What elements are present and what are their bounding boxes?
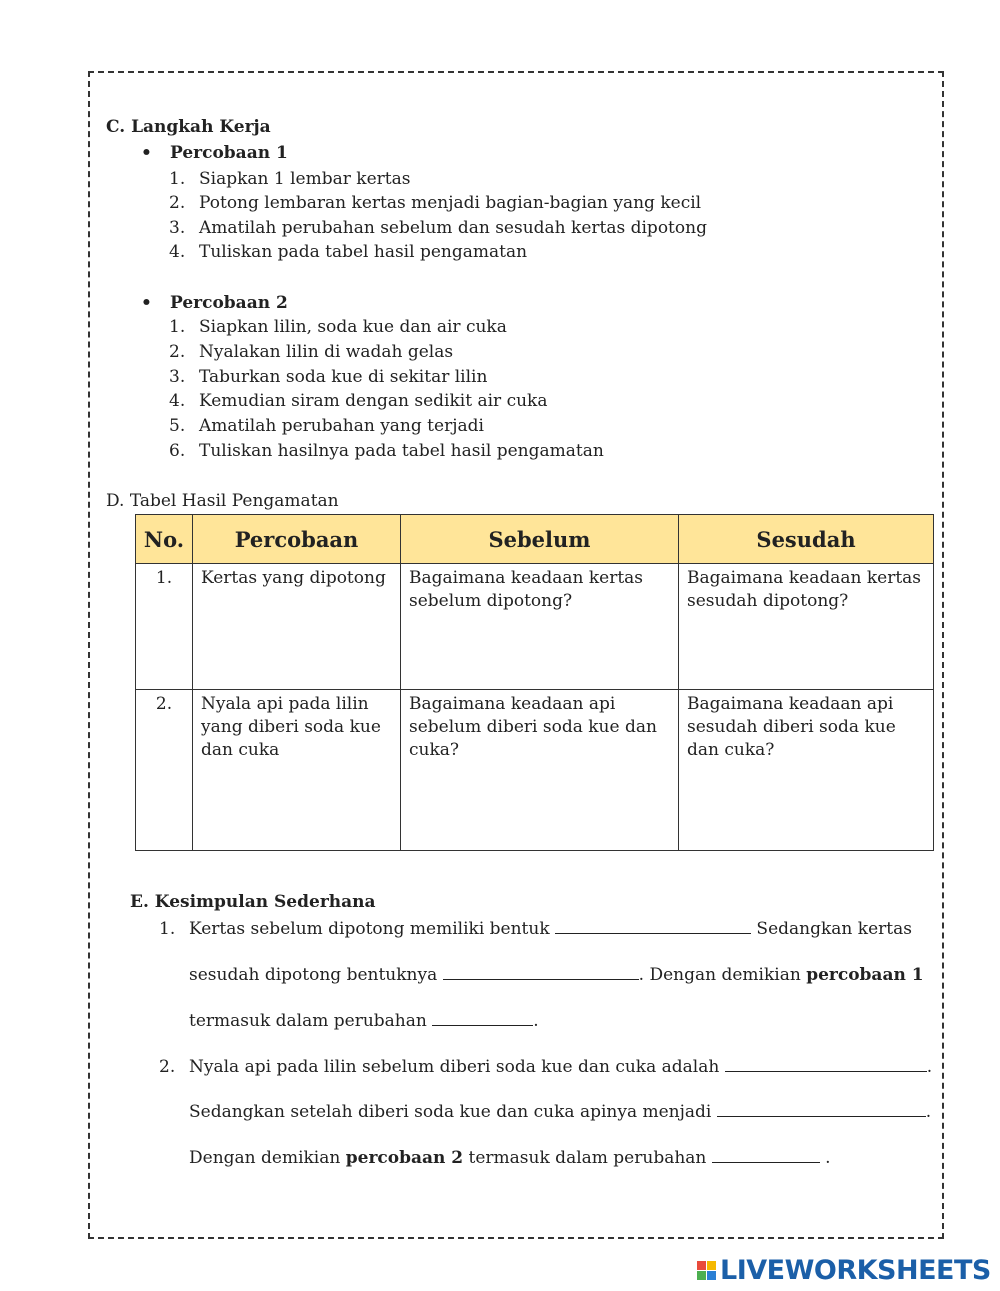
cell-no: 1.	[136, 564, 193, 690]
bullet-icon: •	[141, 293, 152, 313]
liveworksheets-mark-icon	[697, 1261, 716, 1280]
blank-input[interactable]	[725, 1055, 927, 1072]
cell-sesudah[interactable]: Bagaimana keadaan api sesudah diberi soda kue dan cuka?	[679, 690, 934, 851]
conclusion-2-line-3: Dengan demikian percobaan 2 termasuk dalam perubahan .	[189, 1148, 831, 1168]
section-e-title: E. Kesimpulan Sederhana	[130, 892, 376, 912]
cell-sesudah[interactable]: Bagaimana keadaan kertas sesudah dipotong?	[679, 564, 934, 690]
section-d-title: D. Tabel Hasil Pengamatan	[106, 491, 339, 511]
exp2-title: Percobaan 2	[170, 293, 288, 313]
exp2-step: 1. Siapkan lilin, soda kue dan air cuka	[169, 317, 507, 337]
exp1-step: 2. Potong lembaran kertas menjadi bagian-bagian yang kecil	[169, 193, 702, 213]
conclusion-1-line-1: 1. Kertas sebelum dipotong memiliki bentuk Sedangkan kertas	[159, 919, 912, 939]
header-sesudah: Sesudah	[679, 515, 934, 564]
cell-sebelum[interactable]: Bagaimana keadaan api sebelum diberi soda kue dan cuka?	[401, 690, 679, 851]
table-header-row	[136, 515, 934, 564]
blank-input[interactable]	[555, 917, 751, 934]
header-sebelum: Sebelum	[401, 515, 679, 564]
exp2-step: 3. Taburkan soda kue di sekitar lilin	[169, 367, 488, 387]
conclusion-1-line-3: termasuk dalam perubahan .	[189, 1011, 539, 1031]
exp1-title: Percobaan 1	[170, 143, 288, 163]
observation-table	[135, 514, 934, 851]
cell-percobaan: Nyala api pada lilin yang diberi soda kue dan cuka	[193, 690, 401, 851]
exp2-step: 5. Amatilah perubahan yang terjadi	[169, 416, 484, 436]
logo-text: LIVEWORKSHEETS	[720, 1254, 991, 1286]
cell-percobaan: Kertas yang dipotong	[193, 564, 401, 690]
conclusion-2-line-1: 2. Nyala api pada lilin sebelum diberi soda kue dan cuka adalah .	[159, 1057, 933, 1077]
blank-input[interactable]	[712, 1146, 820, 1163]
blank-input[interactable]	[432, 1009, 533, 1026]
exp2-step: 4. Kemudian siram dengan sedikit air cuka	[169, 391, 548, 411]
exp2-step: 6. Tuliskan hasilnya pada tabel hasil pengamatan	[169, 441, 604, 461]
header-no: No.	[136, 515, 193, 564]
cell-sebelum[interactable]: Bagaimana keadaan kertas sebelum dipotong?	[401, 564, 679, 690]
liveworksheets-logo[interactable]	[697, 1255, 991, 1285]
exp1-heading	[141, 143, 288, 163]
section-c-title: C. Langkah Kerja	[106, 117, 271, 137]
table-row	[136, 564, 934, 690]
exp2-step: 2. Nyalakan lilin di wadah gelas	[169, 342, 454, 362]
bullet-icon: •	[141, 143, 152, 163]
exp1-step: 1. Siapkan 1 lembar kertas	[169, 169, 411, 189]
table-row	[136, 690, 934, 851]
exp1-step: 4. Tuliskan pada tabel hasil pengamatan	[169, 242, 528, 262]
blank-input[interactable]	[717, 1100, 926, 1117]
cell-no: 2.	[136, 690, 193, 851]
conclusion-2-line-2: Sedangkan setelah diberi soda kue dan cuka apinya menjadi .	[189, 1102, 932, 1122]
header-percobaan: Percobaan	[193, 515, 401, 564]
conclusion-1-line-2: sesudah dipotong bentuknya . Dengan demikian percobaan 1	[189, 965, 924, 985]
blank-input[interactable]	[443, 963, 639, 980]
exp1-step: 3. Amatilah perubahan sebelum dan sesudah kertas dipotong	[169, 218, 707, 238]
exp2-heading	[141, 293, 288, 313]
